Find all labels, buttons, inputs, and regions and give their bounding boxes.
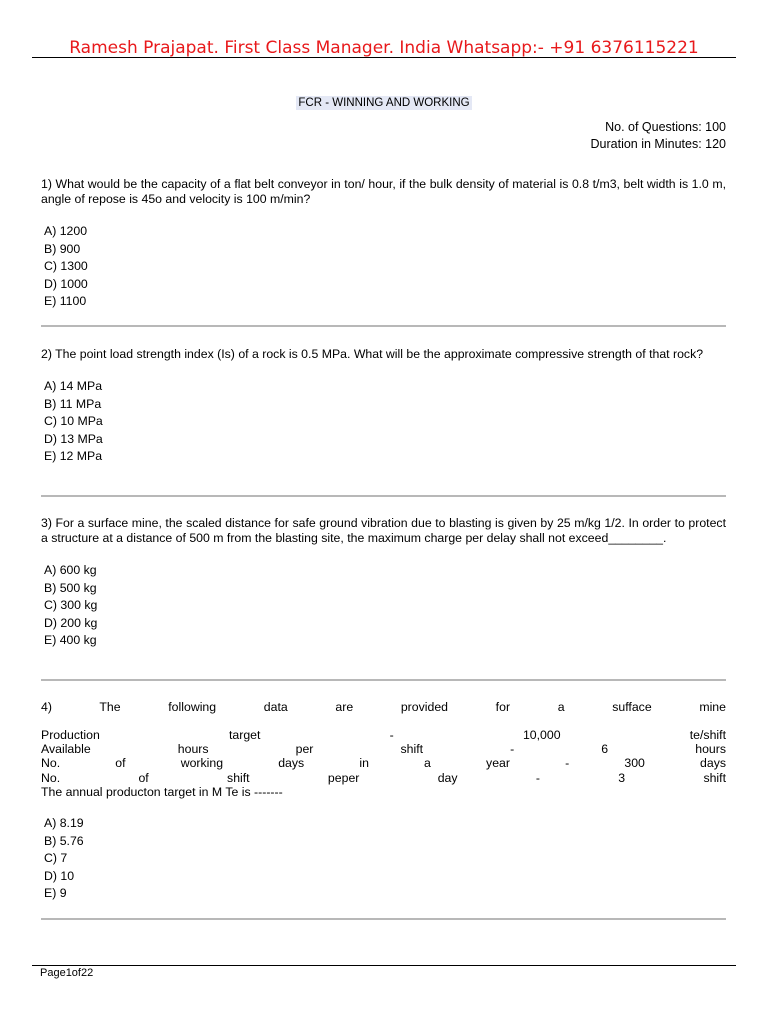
question-divider [41, 918, 726, 920]
option-c: C) 300 kg [44, 598, 98, 613]
option-a: A) 8.19 [44, 816, 84, 831]
option-d: D) 200 kg [44, 615, 98, 630]
document-title [0, 97, 768, 109]
page-number: Page1of22 [40, 967, 94, 979]
option-c: C) 1300 [44, 259, 88, 274]
option-b: B) 900 [44, 241, 81, 256]
header-banner: Ramesh Prajapat. First Class Manager. India Whatsapp:- +91 6376115221 [69, 38, 699, 58]
question-text: 4) The following data are provided for a suffacе mine [41, 700, 726, 714]
option-a: A) 600 kg [44, 563, 97, 577]
question-4 [41, 700, 726, 903]
option-c: C) 10 MPa [44, 414, 103, 429]
question-text: 1) What would be the capacity of a flat belt conveyor in ton/ hour, if the bulk density of material is 0.8 t/m3, belt width is 1.0 m, angle of repose is 45o and velocity is 100 m/min? [41, 177, 726, 206]
exam-meta [591, 119, 727, 153]
option-b: B) 500 kg [44, 580, 97, 595]
data-line: Available hours per shift - 6 hours [41, 742, 726, 757]
option-e: E) 1100 [44, 294, 87, 309]
question-1 [41, 177, 726, 311]
option-d: D) 1000 [44, 276, 88, 291]
question-data [41, 728, 726, 799]
footer-divider [32, 965, 736, 966]
data-line: Production target - 10,000 te/shift [41, 728, 726, 742]
question-3 [41, 516, 726, 650]
question-text: 3) For a surface mine, the scaled distance for safe ground vibration due to blasting is given by 25 m/kg 1/2. In order to protect a structure at a distance of 500 m from the blasting site, the maximum charge per delay shall not exceed________. [41, 516, 726, 545]
document-title-text: FCR - WINNING AND WORKING [298, 97, 470, 109]
option-list [41, 378, 726, 466]
option-list [41, 223, 726, 311]
data-line: No. of working days in a year - 300 days [41, 756, 726, 771]
option-b: B) 11 MPa [44, 396, 102, 411]
option-d: D) 10 [44, 868, 75, 883]
question-text: 2) The point load strength index (Is) of a rock is 0.5 MPa. What will be the approximate compressive strength of that rock? [41, 347, 704, 361]
option-b: B) 5.76 [44, 833, 84, 848]
option-e: E) 12 MPa [44, 449, 103, 464]
question-2 [41, 347, 726, 466]
duration: Duration in Minutes: 120 [590, 137, 726, 151]
option-list [41, 815, 726, 903]
question-divider [41, 325, 726, 327]
data-line: The annual producton target in M Te is ------- [41, 784, 283, 799]
data-line: No. of shift peper day - 3 shift [41, 770, 726, 785]
question-divider [41, 679, 726, 681]
option-a: A) 14 MPa [44, 379, 103, 393]
header-divider [32, 57, 736, 58]
question-divider [41, 495, 726, 497]
option-d: D) 13 MPa [44, 431, 103, 446]
option-e: E) 9 [44, 886, 67, 901]
question-count: No. of Questions: 100 [605, 120, 726, 134]
option-a: A) 1200 [44, 224, 88, 238]
option-list [41, 562, 726, 650]
option-e: E) 400 kg [44, 633, 97, 648]
option-c: C) 7 [44, 851, 68, 866]
